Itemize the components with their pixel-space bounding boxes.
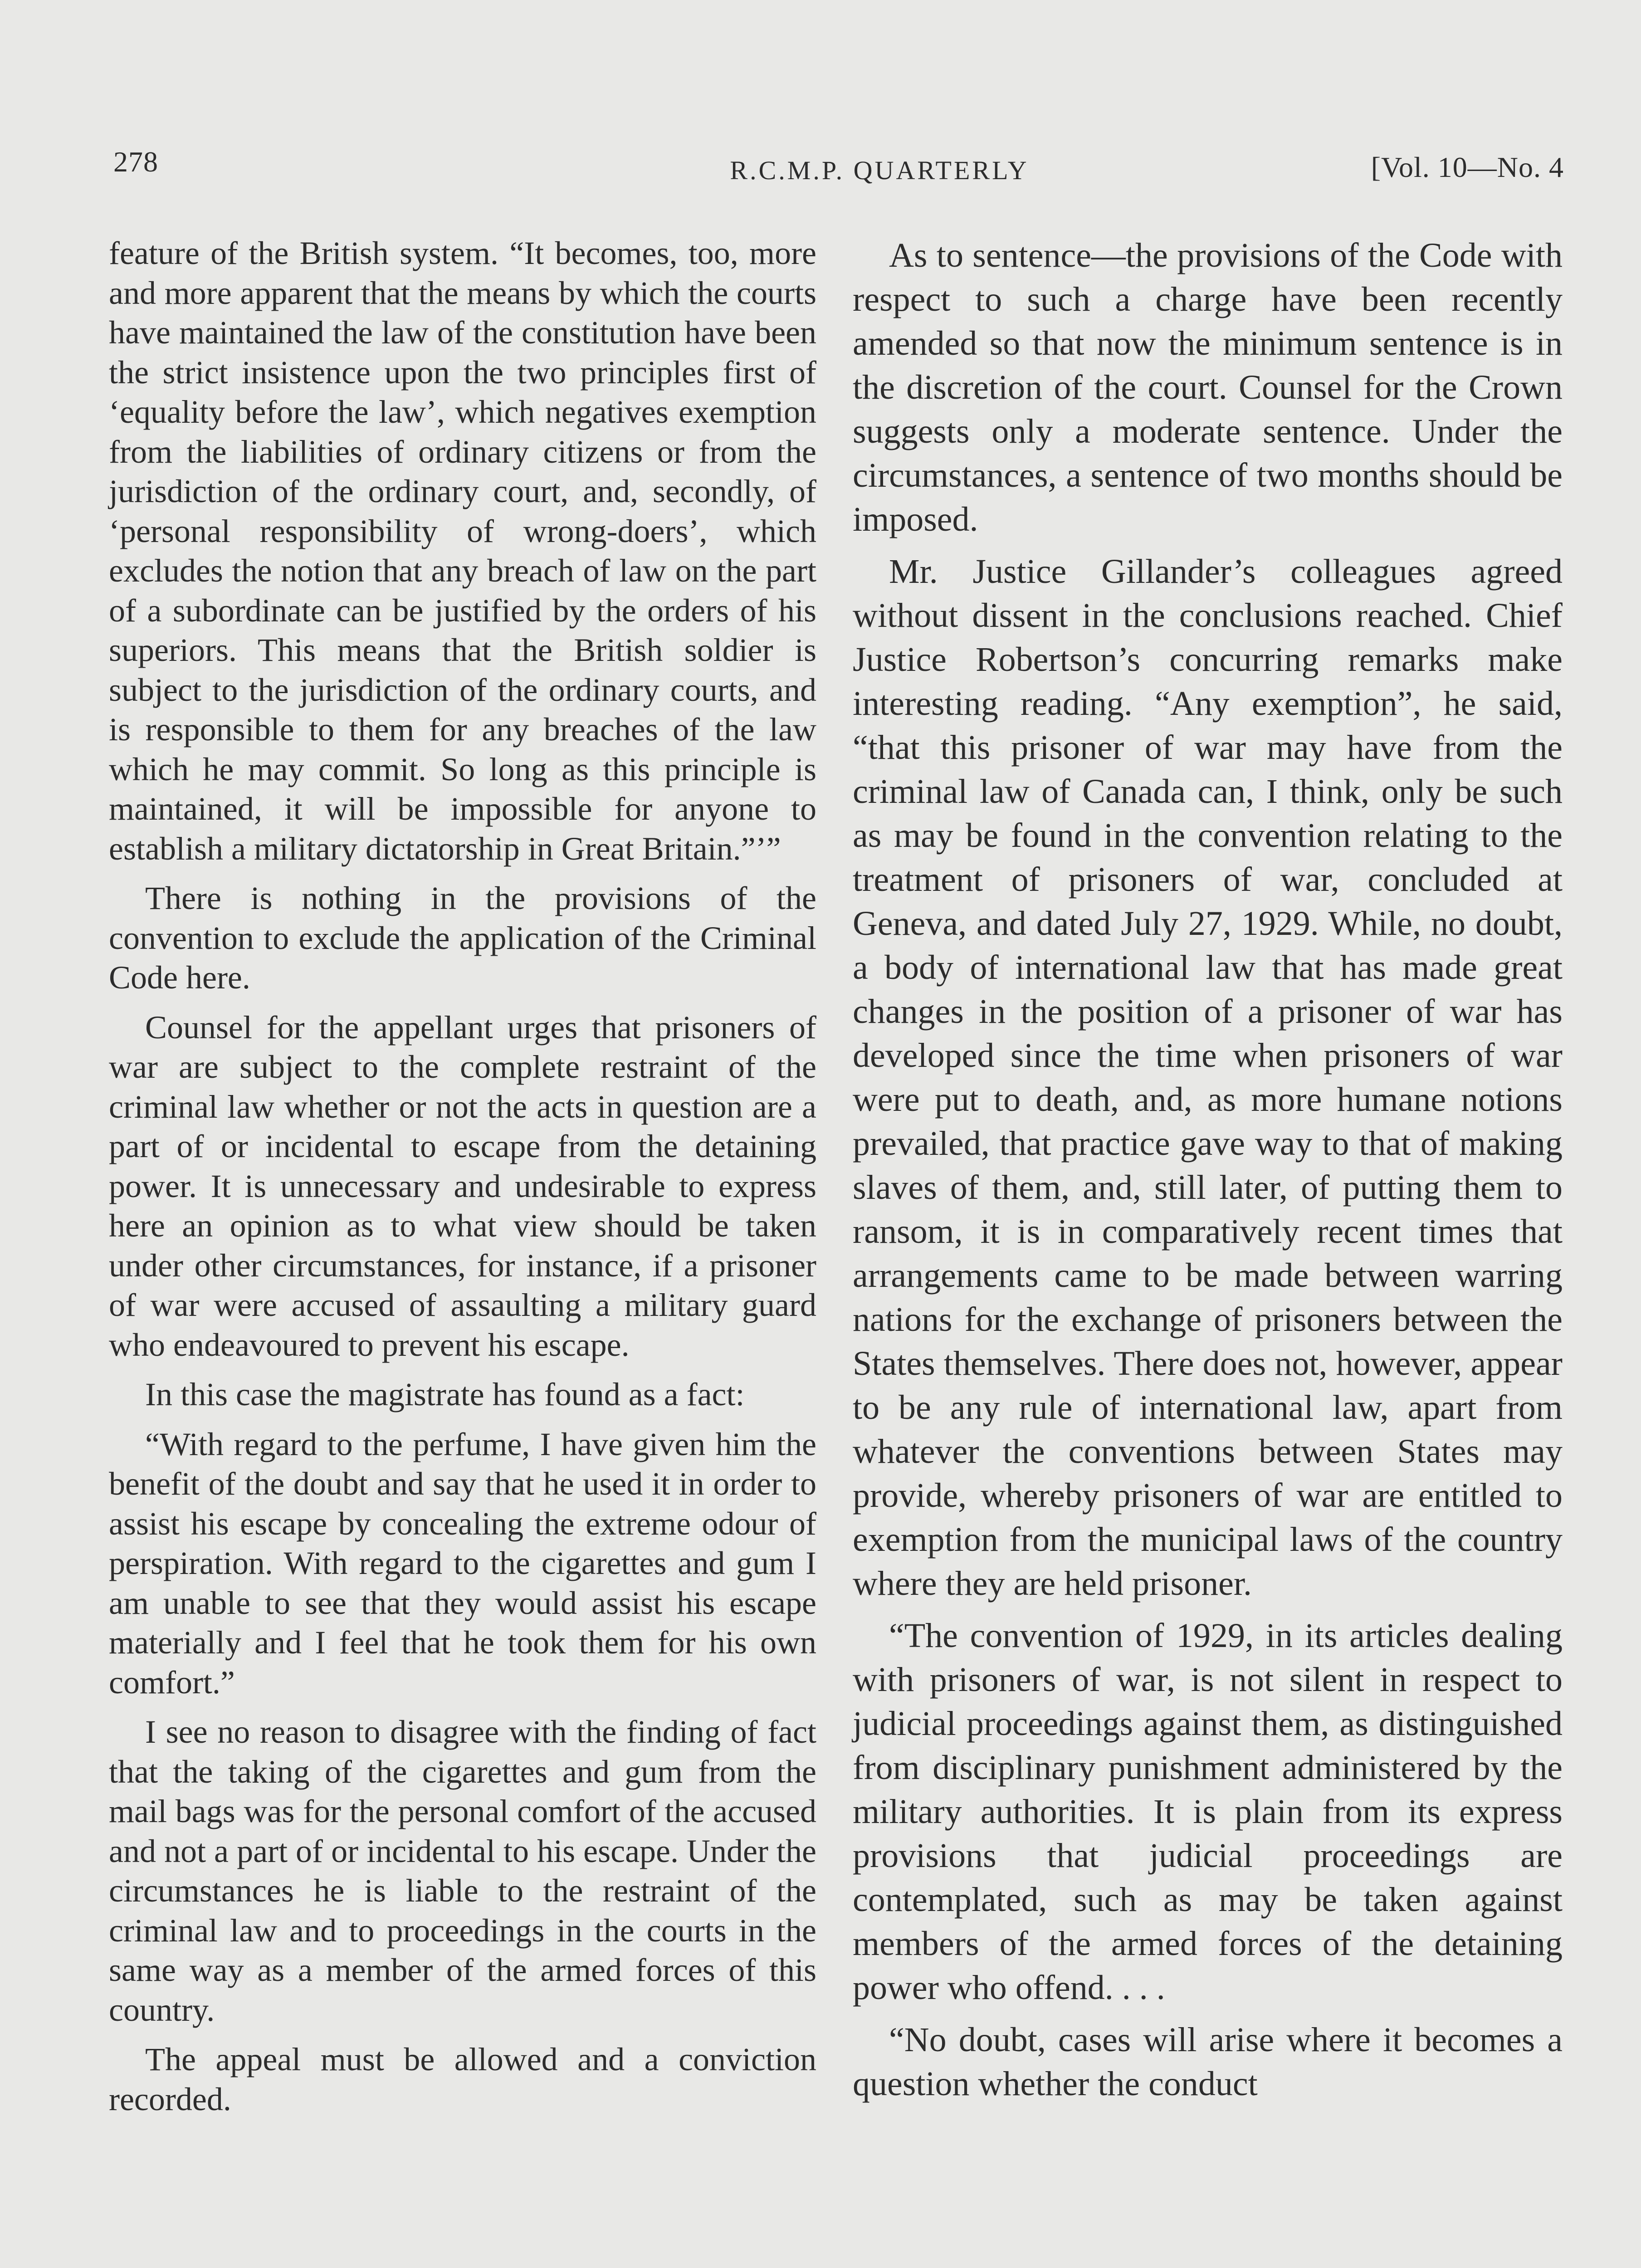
page-header bbox=[113, 145, 1564, 186]
left-column bbox=[109, 234, 816, 2129]
running-title: R.C.M.P. QUARTERLY bbox=[730, 156, 1029, 185]
paragraph: As to sentence—the provisions of the Code with respect to such a charge have been recently amended so that now the minimum sentence is in the discretion of the court. Counsel for the Crown suggests only a moderate sentence. Under the circumstances, a sentence of two months should be imposed. bbox=[853, 236, 1563, 538]
paragraph: The appeal must be allowed and a conviction recorded. bbox=[109, 2041, 816, 2117]
paragraph: I see no reason to disagree with the finding of fact that the taking of the cigarettes and gum from the mail bags was for the personal comfort of the accused and not a part of or incidental to his escape. Under the circumstances he is liable to the restraint of the criminal law and to proceedings in the courts in the same way as a member of the armed forces of this country. bbox=[109, 1714, 816, 2028]
paragraph: feature of the British system. “It becomes, too, more and more apparent that the means by which the courts have maintained the law of the constitution have been the strict insistence upon the two principles first of ‘equality before the law’, which negatives exemption from the liabilities of ordinary citizens or from the jurisdiction of the ordinary court, and, secondly, of ‘personal responsibility of wrong-doers’, which excludes the notion that any breach of law on the part of a subordinate can be justified by the orders of his superiors. This means that the British soldier is subject to the jurisdiction of the ordinary courts, and is responsible to them for any breaches of the law which he may commit. So long as this principle is maintained, it will be impossible for anyone to establish a military dictatorship in Great Britain.”’” bbox=[109, 235, 816, 867]
paragraph: In this case the magistrate has found as a fact: bbox=[145, 1376, 745, 1413]
paragraph: Counsel for the appellant urges that prisoners of war are subject to the complete restraint of the criminal law whether or not the acts in question are a part of or incidental to escape from the detaining power. It is unnecessary and undesirable to express here an opinion as to what view should be taken under other circumstances, for instance, if a prisoner of war were accused of assaulting a military guard who endeavoured to prevent his escape. bbox=[109, 1009, 816, 1363]
paragraph: Mr. Justice Gillander’s colleagues agreed without dissent in the conclusions reached. Chief Justice Robertson’s concurring remarks make interesting reading. “Any exemption”, he said, “that this prisoner of war may have from the criminal law of Canada can, I think, only be such as may be found in the convention relating to the treatment of prisoners of war, concluded at Geneva, and dated July 27, 1929. While, no doubt, a body of international law that has made great changes in the position of a prisoner of war has developed since the time when prisoners of war were put to death, and, as more humane notions prevailed, that practice gave way to that of making slaves of them, and, still later, of putting them to ransom, it is in comparatively recent times that arrangements came to be made between warring nations for the exchange of prisoners between the States themselves. There does not, however, appear to be any rule of international law, apart from whatever the conventions between States may provide, whereby prisoners of war are entitled to exemption from the municipal laws of the country where they are held prisoner. bbox=[853, 552, 1563, 1603]
paragraph: “No doubt, cases will arise where it becomes a question whether the conduct bbox=[853, 2021, 1563, 2103]
page-number: 278 bbox=[113, 146, 158, 178]
paragraph: “The convention of 1929, in its articles dealing with prisoners of war, is not silent in respect to judicial proceedings against them, as distinguished from disciplinary punishment administered by the military authorities. It is plain from its express provisions that judicial proceedings are contemplated, such as may be taken against members of the armed forces of the detaining power who offend. . . . bbox=[853, 1617, 1563, 2007]
issue-label: [Vol. 10—No. 4 bbox=[1371, 151, 1564, 183]
paragraph: There is nothing in the provisions of the convention to exclude the application of the Criminal Code here. bbox=[109, 880, 816, 996]
right-column bbox=[853, 234, 1563, 2114]
paragraph: “With regard to the perfume, I have given him the benefit of the doubt and say that he used it in order to assist his escape by concealing the extreme odour of perspiration. With regard to the cigarettes and gum I am unable to see that they would assist his escape materially and I feel that he took them for his own comfort.” bbox=[109, 1426, 816, 1701]
